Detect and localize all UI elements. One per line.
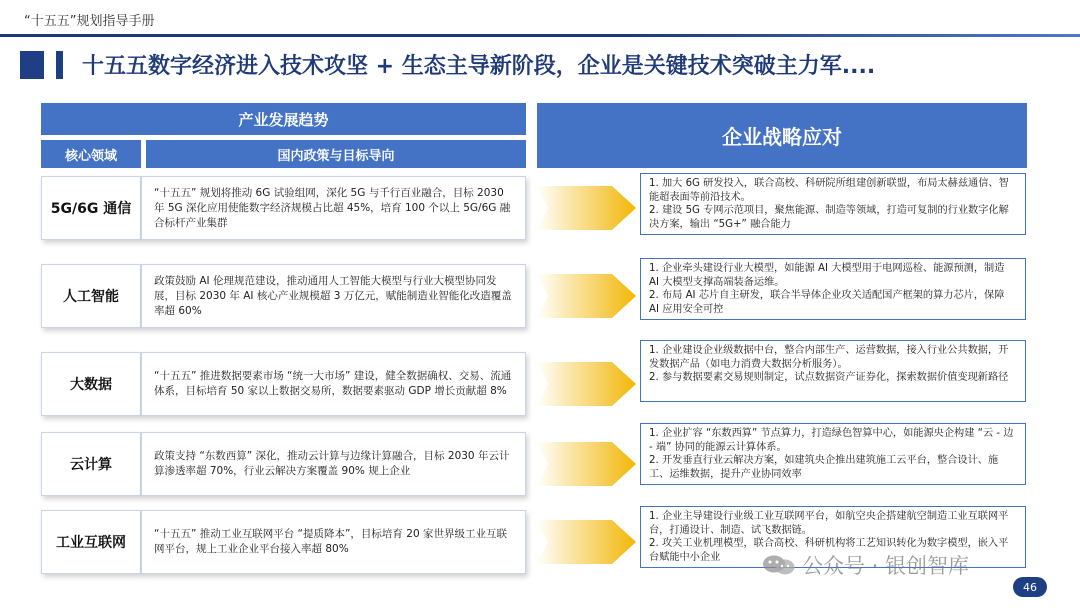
- sector-big-data: 大数据: [41, 352, 141, 416]
- policy-text: 政策鼓励 AI 伦理规范建设，推动通用人工智能大模型与行业大模型协同发展，目标 2030 年 AI 核心产业规模超 3 万亿元，赋能制造业智能化改造覆盖率超 60%: [154, 274, 512, 317]
- policy-text: “十五五” 推动工业互联网平台 “提质降本”，目标培育 20 家世界级工业互联网平台，规上工业企业平台接入率超 80%: [154, 528, 507, 555]
- strategy-point: 2. 参与数据要素交易规则制定，试点数据资产证券化，探索数据价值变现新路径: [649, 372, 1009, 384]
- strategy-point: 1. 企业建设企业级数据中台，整合内部生产、运营数据，接入行业公共数据，开发数据产品（如电力消费大数据分析服务）。: [649, 345, 1009, 370]
- policy-text: “十五五” 推进数据要素市场 “统一大市场” 建设，健全数据确权、交易、流通体系，目标培育 50 家以上数据交易所，数据要素驱动 GDP 增长贡献超 8%: [154, 370, 512, 397]
- page-number: 46: [1013, 577, 1047, 597]
- strategy-point: 2. 布局 AI 芯片自主研发，联合半导体企业攻关适配国产框架的算力芯片，保障 AI 应用安全可控: [649, 290, 1005, 315]
- strategy-point: 2. 开发垂直行业云解决方案，如建筑央企推出建筑施工云平台，整合设计、施工、运维数据，提升产业协同效率: [649, 455, 999, 480]
- strategy-point: 1. 加大 6G 研发投入，联合高校、科研院所组建创新联盟，布局太赫兹通信、智能超表面等前沿技术。: [649, 178, 1009, 203]
- policy-text: “十五五” 规划将推动 6G 试验组网，深化 5G 与千行百业融合，目标 2030 年 5G 深化应用使能数字经济规模占比超 45%，培育 100 个以上 5G/6G 融合标杆产业集群: [154, 186, 511, 229]
- arrow-icon: [536, 180, 636, 236]
- policy-ai: [141, 264, 526, 328]
- arrow-icon: [536, 268, 636, 324]
- wechat-icon: [762, 554, 796, 576]
- strategy-cloud: [640, 423, 1026, 485]
- arrow-icon: [536, 514, 636, 570]
- strategy-5g-6g: [640, 173, 1026, 235]
- header-rule: [0, 34, 1080, 37]
- slide-title: 十五五数字经济进入技术攻坚 + 生态主导新阶段，企业是关键技术突破主力军....: [82, 54, 876, 79]
- policy-text: 政策支持 “东数西算” 深化，推动云计算与边缘计算融合，目标 2030 年云计算渗透率超 70%，行业云解决方案覆盖 90% 规上企业: [154, 450, 510, 477]
- arrow-icon: [536, 356, 636, 412]
- watermark-text: 公众号 · 银创智库: [802, 554, 970, 578]
- strategy-point: 1. 企业扩容 “东数西算” 节点算力，打造绿色智算中心，如能源央企构建 “云 - 边 - 端” 协同的能源云计算体系。: [649, 428, 1014, 453]
- policy-industrial-internet: [141, 510, 526, 574]
- policy-5g-6g: [141, 176, 526, 240]
- arrow-icon: [536, 436, 636, 492]
- strategy-point: 1. 企业牵头建设行业大模型，如能源 AI 大模型用于电网巡检、能源预测，制造 AI 大模型支撑高端装备运维。: [649, 263, 1005, 288]
- strategy-big-data: [640, 340, 1026, 402]
- policy-header: 国内政策与目标导向: [146, 140, 526, 168]
- sector-5g-6g: 5G/6G 通信: [41, 176, 141, 240]
- sector-ai: 人工智能: [41, 264, 141, 328]
- watermark: [762, 550, 969, 580]
- strategy-point: 2. 建设 5G 专网示范项目，聚焦能源、制造等领域，打造可复制的行业数字化解决方案，输出 “5G+” 融合能力: [649, 205, 1009, 230]
- core-area-header: 核心领域: [41, 140, 141, 168]
- strategy-point: 2. 攻关工业机理模型，联合高校、科研机构将工艺知识转化为数字模型，嵌入平台赋能中小企业: [649, 538, 1009, 563]
- strategy-point: 1. 企业主导建设行业级工业互联网平台，如航空央企搭建航空制造工业互联网平台，打通设计、制造、试飞数据链。: [649, 511, 1009, 536]
- trends-header: 产业发展趋势: [41, 103, 526, 135]
- title-mark-block: [20, 51, 44, 79]
- policy-cloud: [141, 432, 526, 496]
- sector-cloud: 云计算: [41, 432, 141, 496]
- strategy-header: 企业战略应对: [537, 103, 1027, 168]
- sector-industrial-internet: 工业互联网: [41, 510, 141, 574]
- document-title: “十五五”规划指导手册: [24, 14, 155, 29]
- policy-big-data: [141, 352, 526, 416]
- strategy-ai: [640, 258, 1026, 320]
- title-mark-bar: [56, 51, 63, 79]
